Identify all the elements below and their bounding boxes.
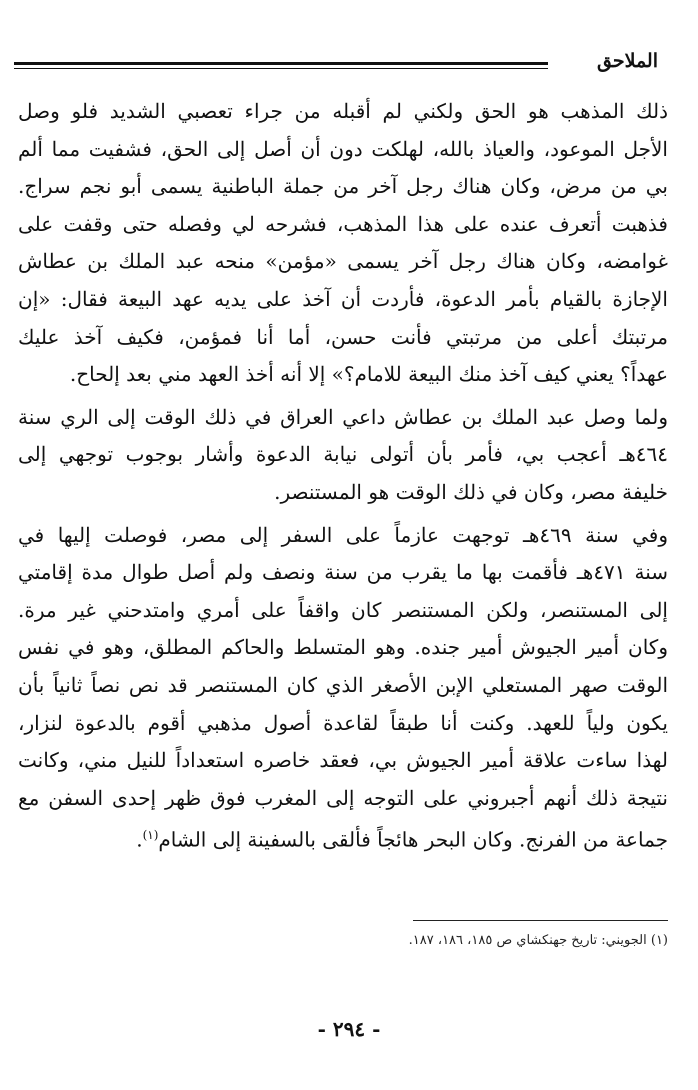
page-number: - ٢٩٤ - (317, 1017, 381, 1041)
text-line: عهداً؟ يعني كيف آخذ منك البيعة للامام؟» إلا أنه أخذ العهد مني بعد إلحاح. (69, 362, 668, 387)
text-line: ٤٦٤هـ أعجب بي، فأمر بأن أتولى نيابة الدعوة وأشار بوجوب توجهي إلى (18, 442, 668, 467)
text-line: الأجل الموعود، والعياذ بالله، لهلكت دون أن أصل إلى الحق، فشفيت مما ألم (18, 136, 668, 161)
text-line: مرتبتك أعلى من مرتبتي فأنت حسن، أما أنا فمؤمن، فكيف آخذ عليك (18, 324, 668, 349)
text-line: لهذا ساءت علاقة أمير الجيوش بي، فعقد خاصره استعداداً للنيل مني، وكانت (18, 748, 668, 773)
text-line: الإجازة بالقيام بأمر الدعوة، فأردت أن آخذ على يديه عهد البيعة فقال: «إن (18, 286, 668, 311)
header-rule-thin (14, 68, 548, 69)
text-line: فذهبت أتعرف عنده على هذا المذهب، فشرحه لي وفصله حتى وقفت على (18, 211, 668, 236)
text-line-content: جماعة من الفرنج. وكان البحر هائجاً فألقى بالسفينة إلى الشام (158, 827, 668, 852)
running-header-title: الملاحق (597, 50, 658, 72)
paragraph (18, 517, 668, 855)
footnote-rule (413, 920, 668, 921)
paragraph (18, 399, 668, 512)
text-line: يكون ولياً للعهد. وكنت أنا طبقاً لقاعدة أصول مذهبي أقوم بالدعوة لنزار، (18, 710, 668, 735)
body-text (18, 93, 668, 855)
text-line: خليفة مصر، وكان في ذلك الوقت هو المستنصر. (274, 479, 668, 504)
text-line: ولما وصل عبد الملك بن عطاش داعي العراق في ذلك الوقت إلى الري سنة (18, 404, 668, 429)
text-line: غوامضه، وكان هناك رجل آخر يسمى «مؤمن» منحه عبد الملك بن عطاش (18, 249, 668, 274)
footnote-marker: (١) (142, 828, 159, 843)
text-line: ذلك المذهب هو الحق ولكني لم أقبله من جراء تعصبي الشديد فلو وصل (18, 99, 668, 123)
text-line: إلى المستنصر، ولكن المستنصر كان واقفاً على أمري وامتدحني غير مرة. (18, 597, 668, 622)
paragraph (18, 93, 668, 394)
text-line: نتيجة ذلك أنهم أجبروني على التوجه إلى المغرب فوق ظهر إحدى السفن مع (18, 785, 668, 810)
text-line: وفي سنة ٤٦٩هـ توجهت عازماً على السفر إلى مصر، فوصلت إليها في (18, 522, 668, 547)
text-line: وكان أمير الجيوش أمير جنده. وهو المتسلط والحاكم المطلق، وهو في نفس (18, 635, 668, 660)
text-line: سنة ٤٧١هـ فأقمت بها ما يقرب من سنة ونصف ولم أصل طوال مدة إقامتي (18, 560, 668, 585)
header-rule-thick (14, 62, 548, 65)
text-line: جماعة من الفرنج. وكان البحر هائجاً فألقى بالسفينة إلى الشام$^{(١)}$. (136, 827, 668, 852)
text-line: الوقت صهر المستعلي الإبن الأصغر الذي كان المستنصر قد نص نصاً ثانياً بأن (18, 672, 668, 697)
text-line: بي من مرض، وكان هناك رجل آخر من جملة الباطنية يسمى أبو نجم سراج. (18, 174, 668, 199)
footnote: (١) الجويني: تاريخ جهنكشاي ص ١٨٥، ١٨٦، ١٨٧. (408, 933, 668, 948)
